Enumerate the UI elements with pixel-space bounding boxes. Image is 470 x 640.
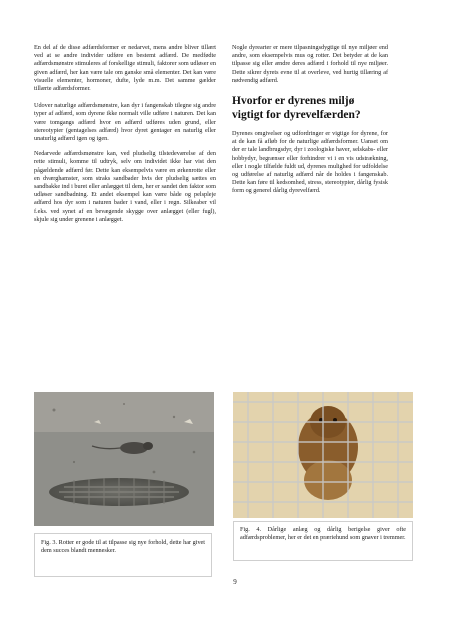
figure-3-caption: Fig. 3. Rotter er gode til at tilpasse sig nye forhold, dette har givet dem succes blandt mennesker. (34, 533, 212, 577)
figure-4-caption: Fig. 4. Dårlige anlæg og dårlig berigelse giver ofte adfærdsproblemer, her er det en præriehund som gnaver i tremmer. (233, 521, 413, 561)
left-column (34, 44, 216, 231)
section-heading: Hvorfor er dyrenes miljø vigtigt for dyrevelfærden? (232, 95, 361, 122)
paragraph-behavior-origins: En del af de disse adfærdsformer er nedarvet, mens andre bliver tillært ved at se andre individer udføre en bestemt adfærd. De medfødte adfærdsmønstre stimuleres af forskellige stimuli, faktorer som udløser en given adfærd, her kan være tale om ganske små elementer. Det kan være visuelle elementer, hormoner, dufte, lyde m.m. Det samme gælder tillærte adfærdsformer. (34, 44, 216, 93)
prairie-dog-photo (233, 392, 413, 518)
rat-photo-illustration (34, 392, 214, 526)
paragraph-captivity-behavior: Udover naturlige adfærdsmønstre, kan dyr i fangenskab tilegne sig andre typer af adfærd, som dyrene ikke normalt ville udføre i naturen. Det kan være tomgangs adfærd hvor en adfærd udføres uden grund, eller stereotypier (gentagelses adfærd) hvor dyret gentager en naturlig eller unaturlig adfærd igen og igen. (34, 102, 216, 143)
right-column (232, 44, 388, 203)
paragraph-inherited-patterns: Nedarvede adfærdsmønstre kan, ved pludselig tilstedeværelse af den rette stimuli, komme til udtryk, selv om individet ikke har vist den pågældende adfærd før. Dette kan eksempelvis være en ørkenrotte eller en dværghamster, som straks sandbader hvis der pludselig sættes en sandbakke ind i buret eller anlægget til dem, her er sandet den faktor som udløser sandbadning. Et andet eksempel kan være både og pelsplejе adfærd hos dyr som i naturen bader i vand, eller i regn. Silkeaber vil f.eks. ved synet af en bevægende skygge over anlægget (eller fugl), skjule sig under grenene i anlægget. (34, 150, 216, 223)
paragraph-adaptability: Nogle dyrearter er mere tilpasningsdygtige til nye miljøer end andre, som eksempelvis mus og rotter. Det betyder at de kan tilpasse sig eller ændre deres adfærd i forhold til nye miljøer. Dette sikrer dyrets evne til at overleve, ved hurtig tillæring af nødvendig adfærd. (232, 44, 388, 84)
prairie-dog-photo-illustration (233, 392, 413, 518)
page-number: 9 (233, 578, 237, 586)
rat-photo (34, 392, 214, 526)
paragraph-environment: Dyrenes omgivelser og udfordringer er vigtige for dyrene, for at de kan få afløb for de naturlige adfærdsformer. Uanset om der er tale landbrugsdyr, dyr i zoologiske haver, selskabs- eller hobbydyr, begrænser eller forhindrer vi i en vis udstrækning, eller i nogle tilfælde fuldt ud, dyrenes mulighed for udfoldelse og udførelse af naturlig adfærd når de holdes i fangenskab. Dette kan føre til kedsomhed, stress, stereotypier, dårlig fysisk form og generel dårlig dyrevelfærd. (232, 130, 388, 195)
